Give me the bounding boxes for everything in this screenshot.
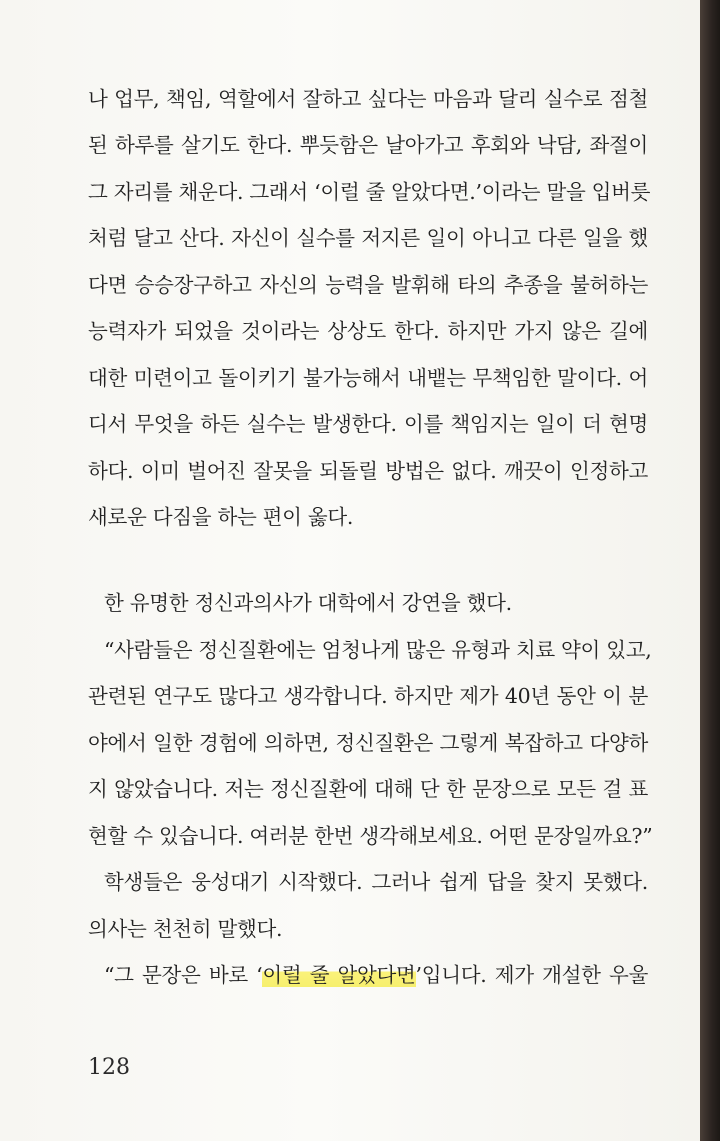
quote-text-before: “그 문장은 바로 ‘	[104, 963, 263, 987]
text-line: 그 자리를 채운다. 그래서 ‘이럴 줄 알았다면.’이라는 말을 입버릇	[88, 180, 651, 204]
text-line: “사람들은 정신질환에는 엄청나게 많은 유형과 치료 약이 있고,	[104, 638, 652, 662]
text-line: 된 하루를 살기도 한다. 뿌듯함은 날아가고 후회와 낙담, 좌절이	[88, 133, 648, 157]
text-line-highlighted	[104, 960, 648, 990]
text-line: 하다. 이미 벌어진 잘못을 되돌릴 방법은 없다. 깨끗이 인정하고	[88, 459, 648, 483]
quote-text-after: ’입니다. 제가 개설한 우울	[415, 963, 648, 987]
text-line: 학생들은 웅성대기 시작했다. 그러나 쉽게 답을 찾지 못했다.	[104, 870, 648, 894]
text-line: 야에서 일한 경험에 의하면, 정신질환은 그렇게 복잡하고 다양하	[88, 731, 648, 755]
text-line: 능력자가 되었을 것이라는 상상도 한다. 하지만 가지 않은 길에	[88, 319, 648, 343]
book-edge-shadow	[700, 0, 720, 1141]
page-number: 128	[88, 1055, 130, 1080]
text-line: 나 업무, 책임, 역할에서 잘하고 싶다는 마음과 달리 실수로 점철	[88, 87, 648, 111]
text-line: 지 않았습니다. 저는 정신질환에 대해 단 한 문장으로 모든 걸 표	[88, 777, 648, 801]
text-line: 디서 무엇을 하든 실수는 발생한다. 이를 책임지는 일이 더 현명	[88, 412, 648, 436]
text-line: 대한 미련이고 돌이키기 불가능해서 내뱉는 무책임한 말이다. 어	[88, 366, 648, 390]
text-line: 한 유명한 정신과의사가 대학에서 강연을 했다.	[104, 591, 512, 615]
highlighted-phrase: 이럴 줄 알았다면	[262, 963, 416, 987]
text-line: 새로운 다짐을 하는 편이 옳다.	[88, 505, 354, 529]
text-line: 의사는 천천히 말했다.	[88, 917, 283, 941]
text-line: 현할 수 있습니다. 여러분 한번 생각해보세요. 어떤 문장일까요?”	[88, 824, 653, 848]
text-line: 다면 승승장구하고 자신의 능력을 발휘해 타의 추종을 불허하는	[88, 273, 648, 297]
text-line: 관련된 연구도 많다고 생각합니다. 하지만 제가 40년 동안 이 분	[88, 684, 648, 708]
text-line: 처럼 달고 산다. 자신이 실수를 저지른 일이 아니고 다른 일을 했	[88, 226, 648, 250]
